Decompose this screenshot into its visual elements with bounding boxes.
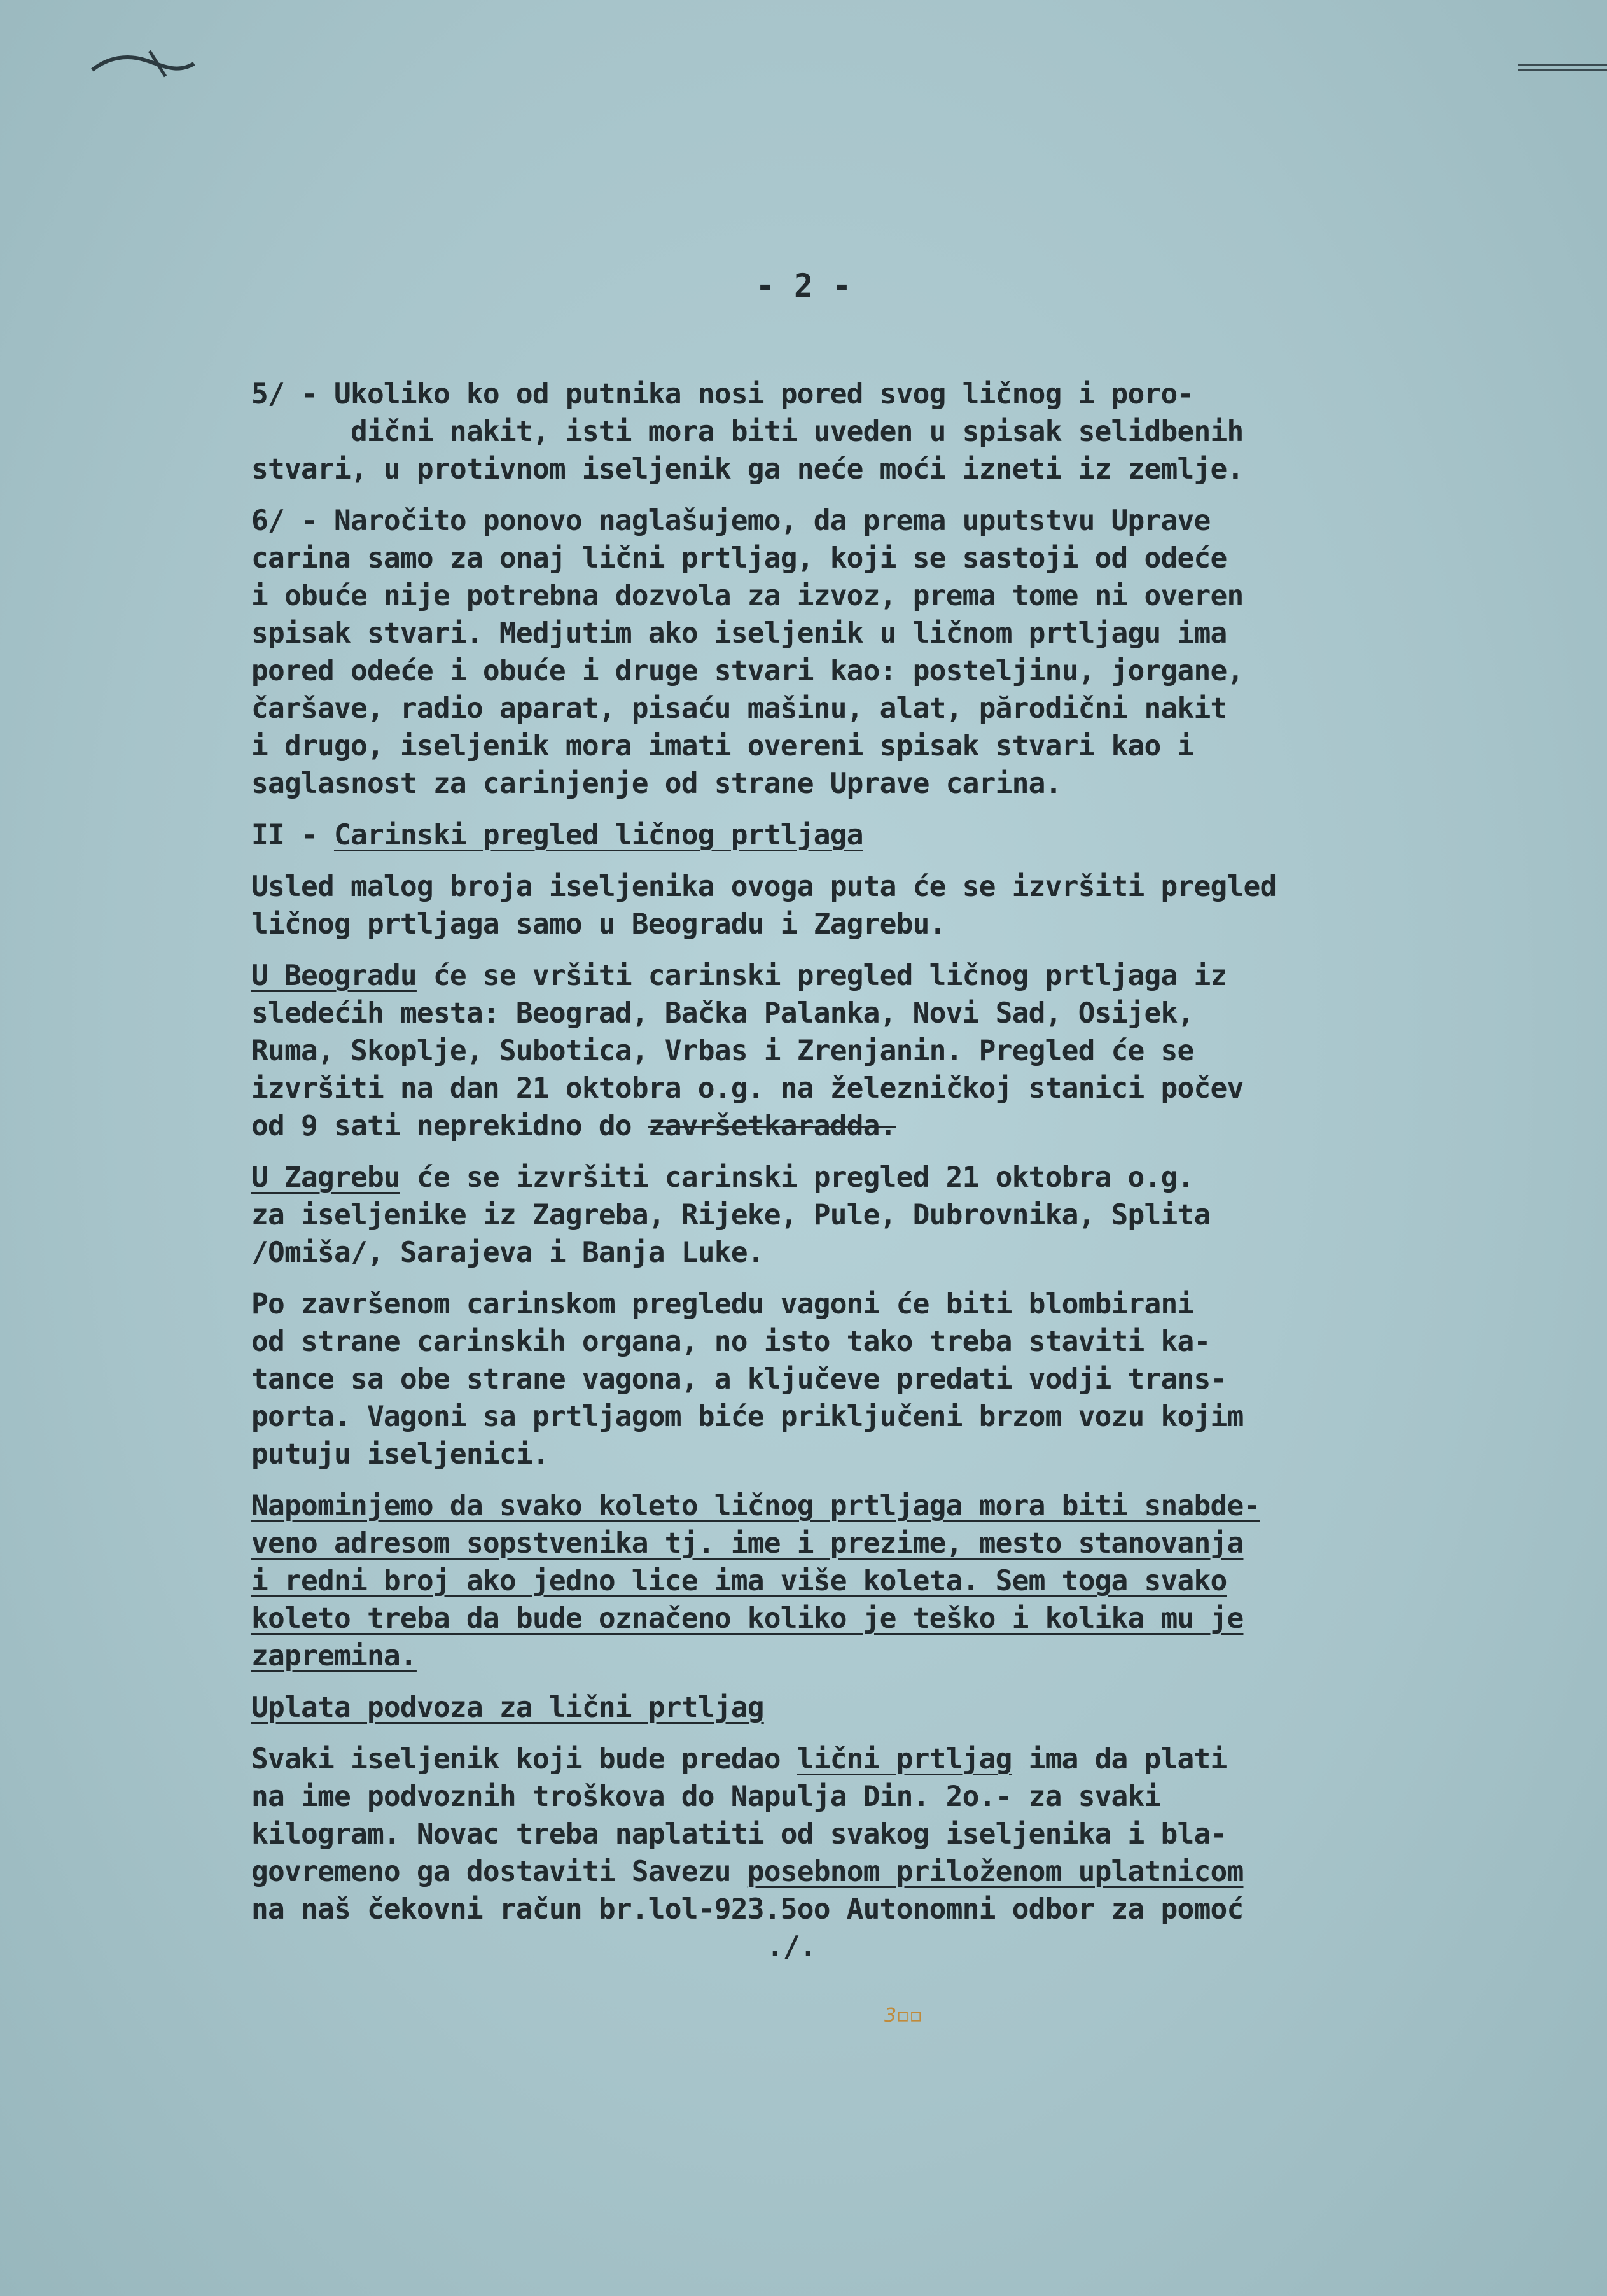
text-line: čaršave, radio aparat, pisaću mašinu, alat, părodični nakit [251,692,1227,725]
text-line: zapremina. [251,1640,417,1672]
text-span: će se vršiti carinski pregled ličnog prtljaga iz [416,960,1227,992]
heading-text: Carinski pregled ličnog prtljaga [333,819,863,851]
text-line: stvari, u protivnom iseljenik ga neće moći izneti iz zemlje. [251,453,1244,486]
text-line: spisak stvari. Medjutim ako iseljenik u ličnom prtljagu ima [251,617,1227,650]
text-line: dični nakit, isti mora biti uveden u spisak selidbenih [251,416,1244,448]
text-line [251,1853,1498,1891]
text-line [251,1107,1498,1145]
underlined-text: lični prtljag [797,1743,1012,1775]
text-line: putuju iseljenici. [251,1438,549,1471]
continuation-mark: ./. [767,1931,816,1963]
underlined-label: U Zagrebu [251,1161,400,1194]
text-span: ima da plati [1012,1743,1227,1775]
text-line: i redni broj ako jedno lice ima više koleta. Sem toga svako [251,1565,1227,1597]
paragraph-svaki [251,1740,1498,1928]
text-line: izvršiti na dan 21 oktobra o.g. na železničkoj stanici počev [251,1072,1244,1105]
text-span: će se izvršiti carinski pregled 21 oktobra o.g. [400,1161,1194,1194]
text-line: i obuće nije potrebna dozvola za izvoz, prema tome ni overen [251,580,1244,612]
text-span: od 9 sati neprekidno do [251,1110,648,1142]
page-number: - 2 - [755,267,852,304]
text-line: saglasnost za carinjenje od strane Uprave carina. [251,767,1062,800]
text-line: /Omiša/, Sarajeva i Banja Luke. [251,1236,764,1269]
text-line: 5/ - Ukoliko ko od putnika nosi pored svog ličnog i poro- [251,378,1194,410]
text-line: za iseljenike iz Zagreba, Rijeke, Pule, Dubrovnika, Splita [251,1199,1211,1231]
struck-text: završetkaradda. [648,1110,896,1142]
pen-scribble-mark [89,45,197,83]
text-line: Usled malog broja iseljenika ovoga puta će se izvršiti pregled [251,871,1277,903]
text-span: govremeno ga dostaviti Savezu [251,1856,748,1888]
text-line: Napominjemo da svako koleto ličnog prtljaga mora biti snabde- [251,1490,1260,1522]
text-line: sledećih mesta: Beograd, Bačka Palanka, Novi Sad, Osijek, [251,997,1194,1030]
paragraph-usled [251,868,1498,943]
text-line: koleto treba da bude označeno koliko je teško i kolika mu je [251,1602,1244,1635]
text-line: tance sa obe strane vagona, a ključeve predati vodji trans- [251,1363,1227,1396]
text-line: 6/ - Naročito ponovo naglašujemo, da prema uputstvu Uprave [251,505,1211,537]
text-line: Po završenom carinskom pregledu vagoni će biti blombirani [251,1288,1194,1320]
text-line: porta. Vagoni sa prtljagom biće priključeni brzom vozu kojim [251,1401,1244,1433]
text-line: na ime podvoznih troškova do Napulja Din. 2o.- za svaki [251,1781,1161,1813]
text-line [251,1159,1498,1196]
text-line: Ruma, Skoplje, Subotica, Vrbas i Zrenjanin. Pregled će se [251,1035,1194,1067]
text-line: kilogram. Novac treba naplatiti od svakog iseljenika i bla- [251,1818,1227,1851]
paragraph-zagreb [251,1159,1498,1271]
text-line [251,957,1498,995]
section-6 [251,502,1498,802]
heading-prefix: II - [251,819,334,851]
underlined-text: posebnom priloženom uplatnicom [747,1856,1244,1888]
document-body [251,375,1498,1966]
text-line: veno adresom sopstvenika tj. ime i prezime, mesto stanovanja [251,1527,1244,1560]
underlined-label: U Beogradu [251,960,417,992]
section-heading-uplata: Uplata podvoza za lični prtljag [251,1691,764,1724]
text-line: i drugo, iseljenik mora imati overeni spisak stvari kao i [251,730,1194,762]
handwritten-note: 3▫▫ [884,2005,922,2027]
text-line: na naš čekovni račun br.lol-923.5oo Autonomni odbor za pomoć [251,1893,1244,1926]
text-line [251,1740,1498,1778]
text-line: od strane carinskih organa, no isto tako treba staviti ka- [251,1326,1211,1358]
section-5 [251,375,1498,488]
text-line: ličnog prtljaga samo u Beogradu i Zagrebu. [251,908,946,941]
paragraph-beograd [251,957,1498,1145]
paragraph-napominjemo [251,1487,1498,1675]
text-span: Svaki iseljenik koji bude predao [251,1743,797,1775]
text-line: pored odeće i obuće i druge stvari kao: posteljinu, jorgane, [251,655,1244,687]
text-line: carina samo za onaj lični prtljag, koji se sastoji od odeće [251,542,1227,575]
section-heading-ii [251,816,1498,854]
paragraph-po-zavrsenom [251,1285,1498,1473]
edge-rule-lines [1518,64,1607,76]
